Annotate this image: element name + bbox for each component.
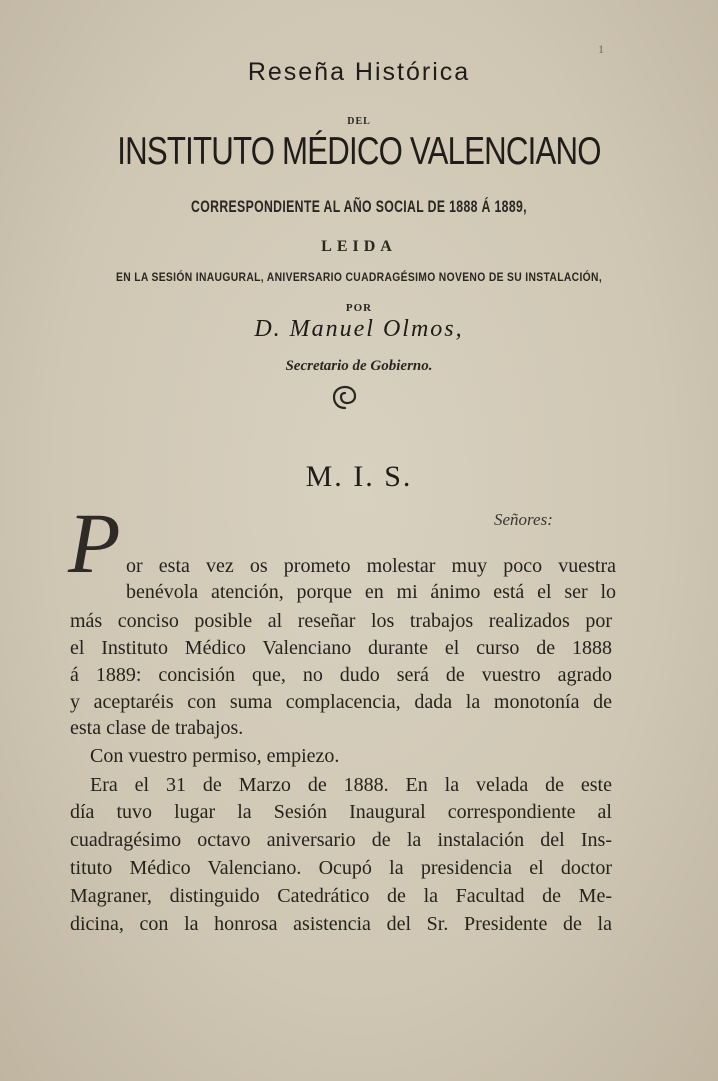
text-line: á 1889: concisión que, no dudo será de vuestro agrado xyxy=(70,664,612,686)
occasion-line: EN LA SESIÓN INAUGURAL, ANIVERSARIO CUADRAGÉSIMO NOVENO DE SU INSTALACIÓN, xyxy=(115,270,603,284)
text-line: el Instituto Médico Valenciano durante el curso de 1888 xyxy=(70,637,612,659)
text-line: benévola atención, porque en mi ánimo está el ser lo xyxy=(126,581,616,603)
read-label: LEIDA xyxy=(321,238,397,255)
text-line: día tuvo lugar la Sesión Inaugural correspondiente al xyxy=(70,801,612,823)
author-name: D. Manuel Olmos, xyxy=(254,316,464,342)
drop-cap: P xyxy=(68,495,121,591)
text-line: dicina, con la honrosa asistencia del Sr. Presidente de la xyxy=(70,913,612,935)
text-line: tituto Médico Valenciano. Ocupó la presidencia el doctor xyxy=(70,857,612,879)
institution-name: INSTITUTO MÉDICO VALENCIANO xyxy=(117,130,601,173)
text-line: más conciso posible al reseñar los trabajos realizados por xyxy=(70,610,612,632)
document-title: Reseña Histórica xyxy=(247,58,471,86)
text-line: y aceptaréis con suma complacencia, dada la monotonía de xyxy=(70,691,612,713)
text-line: Con vuestro permiso, empiezo. xyxy=(90,745,340,767)
salutation: M. I. S. xyxy=(305,460,413,493)
text-line: or esta vez os prometo molestar muy poco vuestra xyxy=(126,555,616,577)
author-role: Secretario de Gobierno. xyxy=(285,358,433,374)
period-line: CORRESPONDIENTE AL AÑO SOCIAL DE 1888 Á 1889, xyxy=(191,197,527,216)
text-line: Magraner, distinguido Catedrático de la Facultad de Me- xyxy=(70,885,612,907)
text-line: cuadragésimo octavo aniversario de la instalación del Ins- xyxy=(70,829,612,851)
text-line: Era el 31 de Marzo de 1888. En la velada de este xyxy=(90,774,612,796)
greeting: Señores: xyxy=(494,510,553,529)
scroll-ornament-icon xyxy=(331,384,359,412)
title-connector: DEL xyxy=(347,116,371,127)
text-line: esta clase de trabajos. xyxy=(70,717,244,739)
by-label: POR xyxy=(345,302,373,314)
page-number: 1 xyxy=(598,42,604,56)
